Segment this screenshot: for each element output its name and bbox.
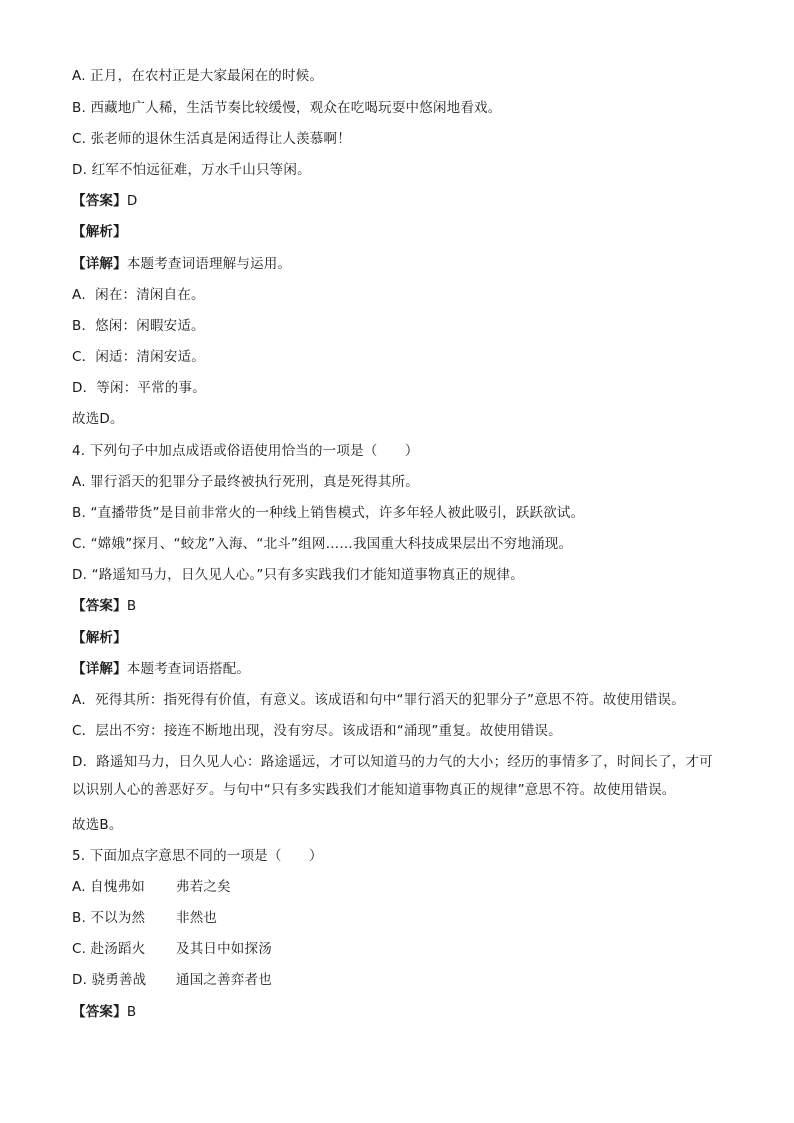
q3-detail (72, 255, 291, 273)
option-pair: 及其日中如探汤 (176, 941, 272, 957)
q4-option-d: D. “路遥知马力，日久见人心。”只有多实践我们才能知道事物真正的规律。 (72, 567, 524, 583)
q3-answer (72, 192, 137, 210)
q3-explain-d: D．等闲：平常的事。 (72, 380, 206, 396)
q3-explain-c: C．闲适：清闲安适。 (72, 349, 205, 365)
q4-explain-d: D．路遥知马力，日久见人心：路途遥远，才可以知道马的力气的大小；经历的事情多了，时间长了，才可以识别人心的善恶好歹。与句中“只有多实践我们才能知道事物真正的规律”意思不符。故使用错误。 (72, 754, 713, 798)
detail-tag: 【详解】 (72, 256, 127, 272)
q5-option-c (72, 940, 272, 958)
option-label: D. 骁勇善战 (72, 972, 147, 988)
q4-explain-c: C．层出不穷：接连不断地出现，没有穷尽。该成语和“涌现”重复。故使用错误。 (72, 723, 562, 739)
q4-explain-a: A．死得其所：指死得有价值，有意义。该成语和句中“罪行滔天的犯罪分子”意思不符。故使用错误。 (72, 692, 685, 708)
q4-option-a: A. 罪行滔天的犯罪分子最终被执行死刑，真是死得其所。 (72, 474, 419, 490)
q4-option-b: B. “直播带货”是目前非常火的一种线上销售模式，许多年轻人被此吸引，跃跃欲试。 (72, 505, 585, 521)
q3-option-c: C. 张老师的退休生活真是闲适得让人羡慕啊！ (72, 131, 351, 147)
q4-option-c: C. “嫦娥”探月、“蛟龙”入海、“北斗”组网……我国重大科技成果层出不穷地涌现。 (72, 536, 573, 552)
q3-option-b: B. 西藏地广人稀，生活节奏比较缓慢，观众在吃喝玩耍中悠闲地看戏。 (72, 100, 502, 116)
detail-tag: 【详解】 (72, 661, 127, 677)
answer-value: D (126, 193, 138, 209)
q3-conclusion: 故选D。 (72, 411, 124, 427)
q4-analysis-tag: 【解析】 (72, 630, 127, 646)
q5-answer (72, 1003, 136, 1021)
q3-analysis-tag: 【解析】 (72, 224, 127, 240)
q3-option-a: A. 正月，在农村正是大家最闲在的时候。 (72, 68, 324, 84)
q5-option-a (72, 878, 231, 896)
option-pair: 弗若之矣 (176, 879, 231, 895)
answer-tag: 【答案】 (72, 598, 127, 614)
answer-value: B (126, 598, 137, 614)
option-pair: 非然也 (176, 910, 218, 926)
option-label: B. 不以为然 (72, 910, 146, 926)
detail-text: 本题考查词语理解与运用。 (126, 256, 292, 272)
q4-detail (72, 660, 250, 678)
detail-text: 本题考查词语搭配。 (126, 661, 251, 677)
q4-conclusion: 故选B。 (72, 817, 123, 833)
q4-answer (72, 597, 136, 615)
q5-stem: 5. 下面加点字意思不同的一项是（ ） (72, 848, 323, 864)
answer-tag: 【答案】 (72, 1004, 127, 1020)
q5-option-b (72, 909, 217, 927)
q5-option-d (72, 971, 272, 989)
option-pair: 通国之善弈者也 (176, 972, 272, 988)
q3-explain-b: B．悠闲：闲暇安适。 (72, 318, 205, 334)
option-label: C. 赴汤蹈火 (72, 941, 146, 957)
option-label: A. 自愧弗如 (72, 879, 145, 895)
q3-explain-a: A．闲在：清闲自在。 (72, 287, 205, 303)
q3-option-d: D. 红军不怕远征难，万水千山只等闲。 (72, 162, 311, 178)
q4-stem: 4. 下列句子中加点成语或俗语使用恰当的一项是（ ） (72, 443, 419, 459)
answer-value: B (126, 1004, 137, 1020)
answer-tag: 【答案】 (72, 193, 127, 209)
